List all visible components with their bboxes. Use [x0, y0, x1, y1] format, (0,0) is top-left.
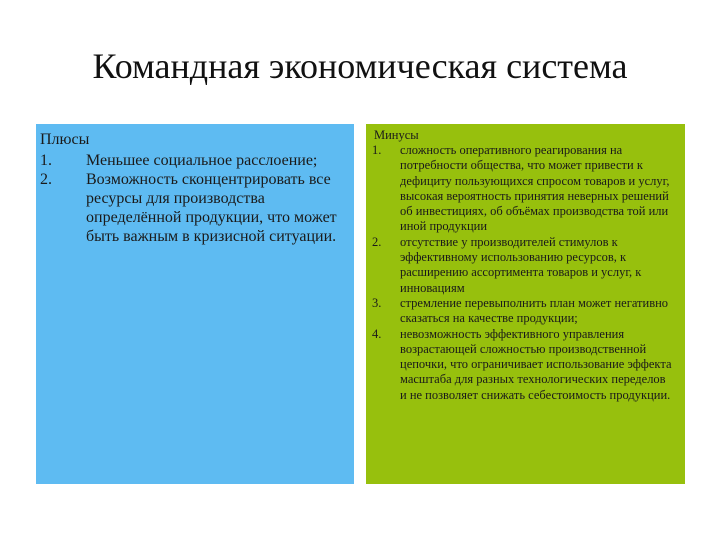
pros-panel [36, 124, 354, 484]
cons-list-item [372, 143, 675, 235]
slide-title: Командная экономическая система [92, 46, 628, 86]
list-number: 3. [372, 295, 382, 310]
cons-item-text: сложность оперативного реагирования на потребности общества, что может привести к дефициту пользующихся спросом товаров и услуг, высокая вероятность принятия неверных решений об инвестициях, об объёмах производства той или иной продукции [400, 143, 670, 234]
cons-heading: Минусы [374, 128, 419, 142]
cons-list-item [372, 296, 675, 327]
list-number: 1. [40, 152, 52, 169]
cons-item-text: стремление перевыполнить план может негативно сказаться на качестве продукции; [400, 295, 669, 326]
pros-item-text: Возможность сконцентрировать все ресурсы для производства определённой продукции, что может быть важным в кризисной ситуации. [86, 171, 337, 245]
cons-panel [366, 124, 685, 484]
pros-list-item [40, 151, 350, 170]
cons-list-item [372, 235, 675, 296]
list-number: 4. [372, 326, 382, 341]
list-number: 1. [372, 143, 382, 157]
list-number: 2. [372, 234, 382, 249]
list-number: 2. [40, 171, 52, 188]
pros-list-item [40, 170, 350, 246]
cons-list-item [372, 327, 675, 403]
pros-item-text: Меньшее социальное расслоение; [86, 152, 318, 169]
cons-item-text: невозможность эффективного управления возрастающей сложностью производственной цепочки, что ограничивает использование эффекта масштаба для разных технологических переделов и не позволяет снижать себестоимость продукции. [400, 326, 672, 402]
cons-item-text: отсутствие у производителей стимулов к эффективному использованию ресурсов, к расширению ассортимента товаров и услуг, к инновациям [400, 234, 642, 295]
pros-heading: Плюсы [40, 131, 90, 148]
